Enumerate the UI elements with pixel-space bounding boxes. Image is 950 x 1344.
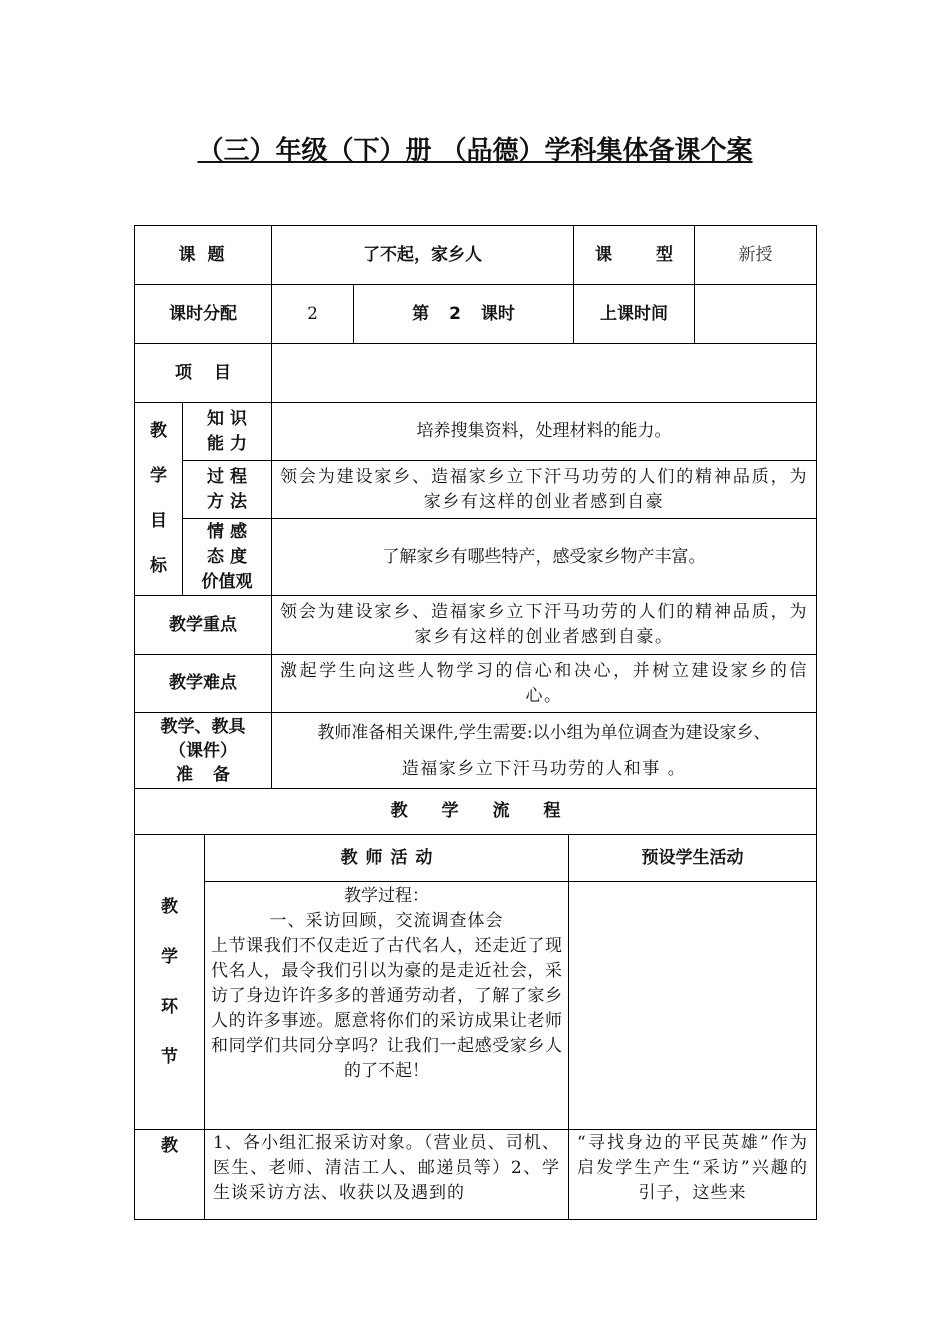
type-label: 课 型 <box>595 244 673 265</box>
activities-side-label-2: 教 <box>161 1136 178 1156</box>
student-activity-step: “寻找身边的平民英雄”作为启发学生产生“采访”兴趣的引子，这些来 <box>577 1133 808 1203</box>
knowledge-label: 知 识 能 力 <box>207 408 247 454</box>
topic-value: 了不起，家乡人 <box>363 244 482 265</box>
key-text: 领会为建设家乡、造福家乡立下汗马功劳的人们的精神品质，为家乡有这样的创业者感到自豪。 <box>280 602 808 647</box>
difficult-label: 教学难点 <box>169 673 237 693</box>
topic-label: 课 题 <box>178 244 228 265</box>
key-label: 教学重点 <box>169 614 237 635</box>
type-value: 新授 <box>738 244 773 265</box>
period-value: 第 2 课时 <box>412 303 515 324</box>
student-activity-header: 预设学生活动 <box>641 847 744 868</box>
student-activity-text <box>569 882 816 1129</box>
teacher-activity-text: 教学过程： 一、采访回顾，交流调查体会 上节课我们不仅走近了古代名人，还走近了现代名人，最令我们引以为豪的是走近社会，采访了身边许许多多的普通劳动者，了解了家乡人的许多事迹。愿意将你们的采访成果让老师和同学们共同分享吗？让我们一起感受家乡人的了不起！ <box>211 886 562 1081</box>
process-label: 过 程 方 法 <box>207 466 247 512</box>
time-value <box>695 285 816 343</box>
emotion-label: 情 感 态 度 价值观 <box>201 521 253 592</box>
prep-text: 教师准备相关课件,学生需要:以小组为单位调查为建设家乡、 造福家乡立下汗马功劳的人和事 。 <box>317 722 771 779</box>
goals-side-label: 教 学 目 标 <box>150 421 167 576</box>
activities-side-label: 教 学 环 节 <box>161 896 178 1067</box>
hours-value: 2 <box>307 303 318 324</box>
project-label: 项 目 <box>175 362 231 383</box>
emotion-text: 了解家乡有哪些特产，感受家乡物产丰富。 <box>382 546 706 567</box>
teacher-activity-step: 1、各小组汇报采访对象。（营业员、司机、医生、老师、清洁工人、邮递员等）2、学生谈采访方法、收获以及遇到的 <box>213 1133 560 1203</box>
time-label: 上课时间 <box>600 303 668 324</box>
process-text: 领会为建设家乡、造福家乡立下汗马功劳的人们的精神品质，为家乡有这样的创业者感到自豪 <box>280 466 808 512</box>
flow-header: 教 学 流 程 <box>390 801 561 821</box>
hours-label: 课时分配 <box>169 303 237 324</box>
page-title: （三）年级（下）册 （品德）学科集体备课个案 <box>197 136 753 166</box>
prep-label: 教学、教具 （课件） 准 备 <box>160 716 246 785</box>
teacher-activity-header: 教 师 活 动 <box>340 847 433 868</box>
knowledge-text: 培养搜集资料，处理材料的能力。 <box>416 421 672 441</box>
difficult-text: 激起学生向这些人物学习的信心和决心，并树立建设家乡的信心。 <box>280 660 808 706</box>
